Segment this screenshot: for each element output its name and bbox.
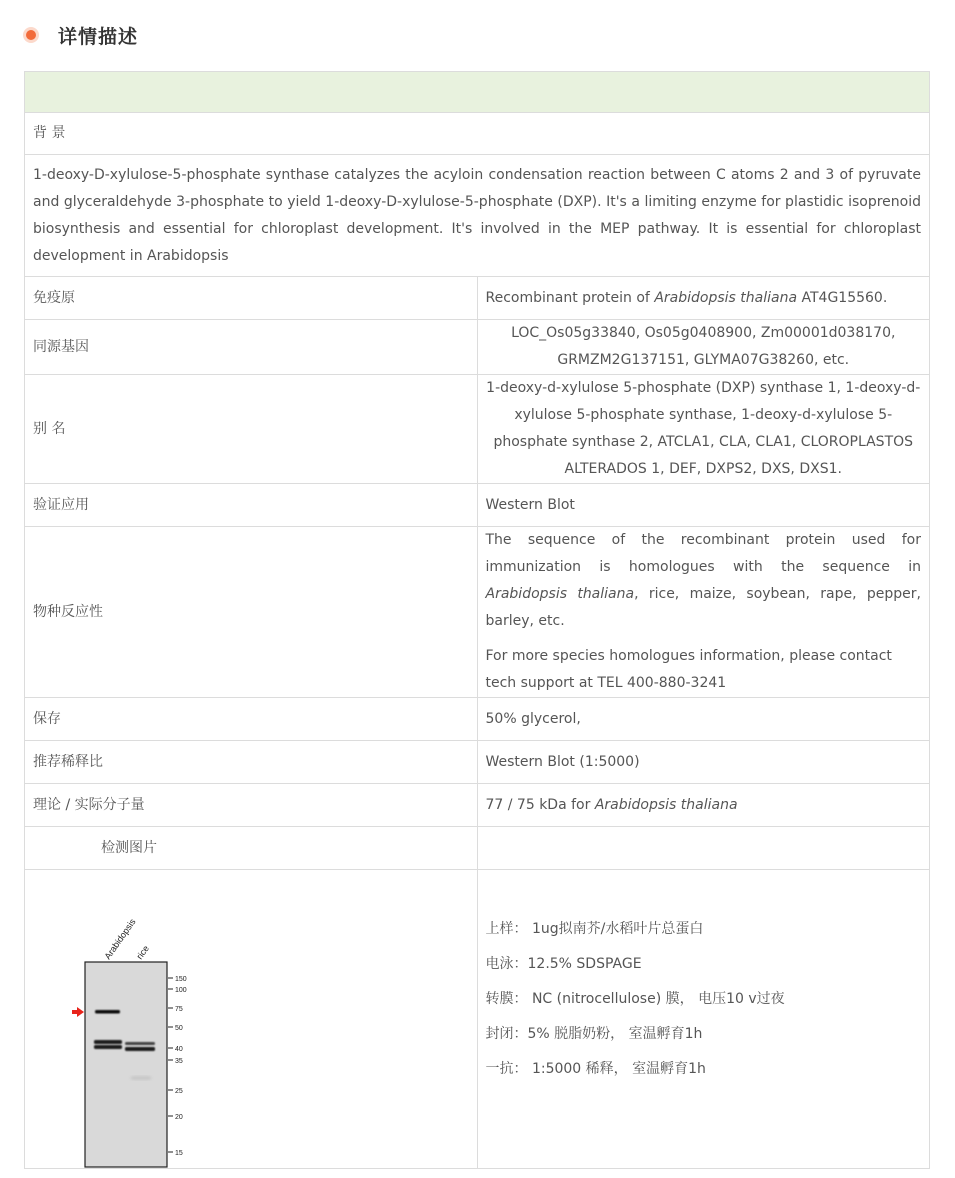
reactivity-paragraph-1: The sequence of the recombinant protein used for immunization is homologues with the sequence in Arabidopsis thaliana, rice, maize, soybean, rape, pepper, barley, etc. — [485, 532, 921, 629]
reactivity-paragraph-2: For more species homologues information, please contact tech support at TEL 400-880-3241 — [485, 648, 892, 691]
note-item: 封闭：5% 脱脂奶粉， 室温孵育1h — [485, 1025, 703, 1042]
marker-ladder — [168, 976, 187, 1157]
western-blot-svg — [25, 870, 223, 1168]
mw-label: 理论 / 实际分子量 — [25, 784, 478, 827]
reactivity-label: 物种反应性 — [25, 527, 478, 698]
table-row-storage — [25, 698, 930, 741]
section-title: 详情描述 — [58, 25, 139, 48]
table-row-background-text — [25, 155, 930, 277]
note-list — [486, 912, 922, 1087]
table-row-immunogen — [25, 277, 930, 320]
spec-table — [24, 71, 930, 1169]
marker-label: 50 — [175, 1025, 183, 1032]
aliases-value: 1-deoxy-d-xylulose 5-phosphate (DXP) synthase 1, 1-deoxy-d-xylulose 5-phosphate synthase, 1-deoxy-d-xylulose 5-phosphate synthase 2, ATCLA1, CLA, CLA1, CLOROPLASTOS ALTERADOS 1, DEF, DXPS2, DXS, DXS1. — [477, 375, 930, 484]
table-row-dilution — [25, 741, 930, 784]
lane-labels — [102, 916, 151, 961]
note-item: 上样： 1ug拟南芥/水稻叶片总蛋白 — [485, 920, 704, 937]
note-item: 电泳：12.5% SDSPAGE — [485, 955, 642, 972]
marker-label: 25 — [175, 1088, 183, 1095]
marker-label: 40 — [175, 1046, 183, 1053]
marker-label: 75 — [175, 1006, 183, 1013]
note-item: 转膜： NC (nitrocellulose) 膜， 电压10 v过夜 — [485, 990, 785, 1007]
table-row-reactivity — [25, 527, 930, 698]
red-arrow-icon — [72, 1007, 84, 1017]
homologs-label: 同源基因 — [25, 320, 478, 375]
table-row-blot — [25, 870, 930, 1169]
table-row-aliases — [25, 375, 930, 484]
marker-label: 15 — [175, 1150, 183, 1157]
aliases-label: 别 名 — [25, 375, 478, 484]
bullet-dot-icon — [26, 30, 36, 40]
storage-value: 50% glycerol, — [477, 698, 930, 741]
note-item: 一抗： 1:5000 稀释， 室温孵育1h — [485, 1060, 706, 1077]
reactivity-value — [477, 527, 930, 698]
band-arabidopsis-75 — [95, 1010, 120, 1014]
dilution-label: 推荐稀释比 — [25, 741, 478, 784]
storage-label: 保存 — [25, 698, 478, 741]
table-row-application — [25, 484, 930, 527]
lane-label: rice — [134, 943, 151, 962]
table-row-detection — [25, 827, 930, 870]
application-value: Western Blot — [477, 484, 930, 527]
marker-label: 150 — [175, 976, 187, 983]
application-label: 验证应用 — [25, 484, 478, 527]
band-arabidopsis-45b — [94, 1045, 122, 1049]
table-row-homologs — [25, 320, 930, 375]
background-label: 背 景 — [25, 113, 930, 155]
mw-value: 77 / 75 kDa for Arabidopsis thaliana — [477, 784, 930, 827]
western-blot-image — [25, 870, 223, 1168]
blot-notes — [477, 870, 930, 1169]
table-header-band — [25, 72, 930, 113]
immunogen-label: 免疫原 — [25, 277, 478, 320]
membrane — [85, 962, 167, 1167]
band-rice-45b — [125, 1047, 155, 1051]
marker-label: 35 — [175, 1058, 183, 1065]
lane-label: Arabidopsis — [102, 916, 138, 962]
marker-label: 20 — [175, 1114, 183, 1121]
immunogen-value: Recombinant protein of Arabidopsis thaliana AT4G15560. — [477, 277, 930, 320]
marker-label: 100 — [175, 987, 187, 994]
table-row-mw — [25, 784, 930, 827]
homologs-value: LOC_Os05g33840, Os05g0408900, Zm00001d038170, GRMZM2G137151, GLYMA07G38260, etc. — [477, 320, 930, 375]
background-text: 1-deoxy-D-xylulose-5-phosphate synthase catalyzes the acyloin condensation reaction between C atoms 2 and 3 of pyruvate and glyceraldehyde 3-phosphate to yield 1-deoxy-D-xylulose-5-phosphate (DXP). It's a limiting enzyme for plastidic isoprenoid biosynthesis and essential for chloroplast development. It's involved in the MEP pathway. It is essential for chloroplast development in Arabidopsis — [25, 155, 930, 277]
band-rice-45a — [125, 1042, 155, 1045]
detection-label: 检测图片 — [25, 827, 478, 870]
table-row-background-label — [25, 113, 930, 155]
dilution-value: Western Blot (1:5000) — [477, 741, 930, 784]
band-rice-faint — [131, 1077, 151, 1079]
band-arabidopsis-45a — [94, 1040, 122, 1044]
section-header — [24, 18, 138, 52]
